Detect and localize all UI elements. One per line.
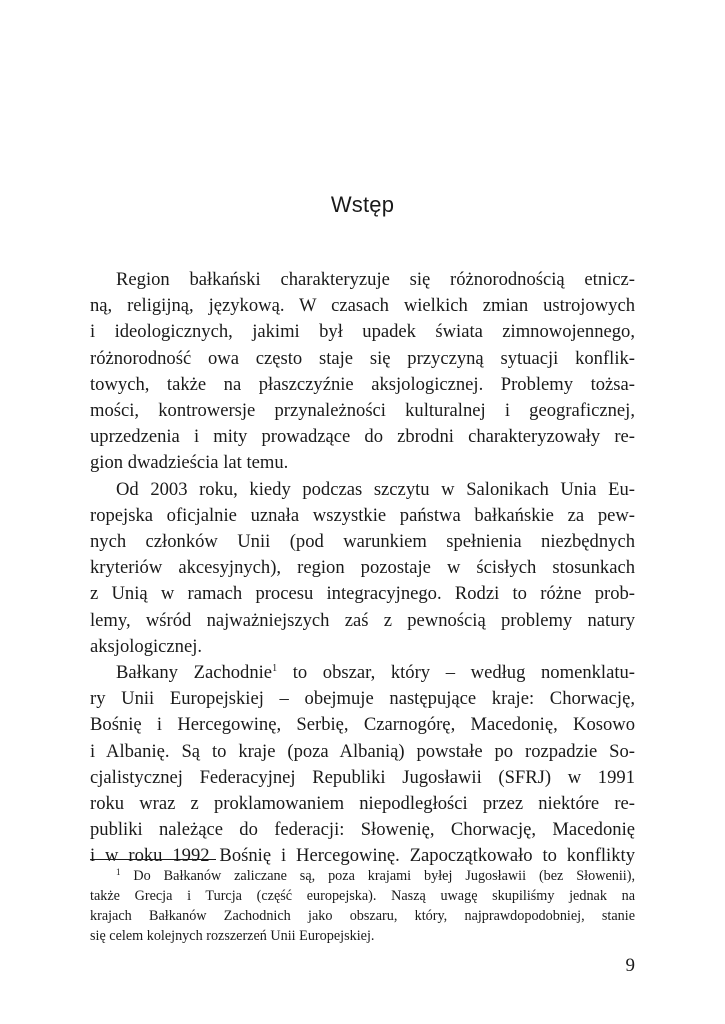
text-line — [90, 660, 635, 686]
text-line: i Albanię. Są to kraje (poza Albanią) powstałe po rozpadzie So- — [90, 740, 635, 762]
text-line: Bośnię i Hercegowinę, Serbię, Czarnogórę, Macedonię, Kosowo — [90, 714, 635, 736]
footnote-text: Do Bałkanów zaliczane są, poza krajami byłej Jugosławii (bez Słowenii), — [120, 868, 635, 884]
paragraph-1 — [90, 267, 635, 477]
text-line: roku wraz z proklamowaniem niepodległości przez niektóre re- — [90, 793, 635, 815]
footnote-line: także Grecja i Turcja (część europejska). Naszą uwagę skupiliśmy jednak na — [90, 888, 635, 904]
paragraph-2 — [90, 477, 635, 660]
text-line: kryteriów akcesyjnych), region pozostaje w ścisłych stosunkach — [90, 557, 635, 579]
text-line: ropejska oficjalnie uznała wszystkie państwa bałkańskie za pew- — [90, 504, 635, 526]
text-line: aksjologicznej. — [90, 635, 203, 657]
chapter-title: Wstęp — [330, 192, 395, 217]
footnote-mark: 1 — [116, 867, 121, 877]
text-line: ną, religijną, językową. W czasach wielkich zmian ustrojowych — [90, 295, 635, 317]
footnote-reference[interactable]: 1 — [272, 663, 278, 675]
text-line: gion dwadzieścia lat temu. — [90, 452, 289, 474]
text-line: różnorodność owa często staje się przyczyną sytuacji konflik- — [90, 347, 635, 369]
text-line: uprzedzenia i mity prowadzące do zbrodni charakteryzowały re- — [90, 426, 635, 448]
footnote-line: krajach Bałkanów Zachodnich jako obszaru, który, najprawdopodobniej, stanie — [90, 908, 635, 924]
text-line: lemy, wśród najważniejszych zaś z pewnością problemy natury — [90, 609, 635, 631]
footnote-line — [90, 866, 635, 886]
text-line: cjalistycznej Federacyjnej Republiki Jugosławii (SFRJ) w 1991 — [90, 766, 635, 788]
text-line: publiki należące do federacji: Słowenię, Chorwację, Macedonię — [90, 819, 635, 841]
text-line: nych członków Unii (pod warunkiem spełnienia niezbędnych — [90, 531, 635, 553]
footnote-divider — [90, 859, 216, 860]
footnote — [90, 866, 635, 946]
main-text — [90, 267, 635, 870]
text-line: mości, kontrowersje przynależności kulturalnej i geograficznej, — [90, 400, 635, 422]
page-number: 9 — [625, 955, 635, 976]
text-line: towych, także na płaszczyźnie aksjologicznej. Problemy tożsa- — [90, 373, 635, 395]
text-line: Region bałkański charakteryzuje się różnorodnością etnicz- — [116, 269, 635, 290]
text-line: z Unią w ramach procesu integracyjnego. Rodzi to różne prob- — [90, 583, 635, 605]
text-fragment: Bałkany Zachodnie — [116, 662, 273, 684]
text-fragment: to obszar, który – według nomenklatu- — [277, 662, 635, 684]
text-line: i ideologicznych, jakimi był upadek świata zimnowojennego, — [90, 321, 635, 343]
footnote-line: się celem kolejnych rozszerzeń Unii Europejskiej. — [90, 928, 375, 944]
paragraph-3 — [90, 660, 635, 870]
text-line: ry Unii Europejskiej – obejmuje następujące kraje: Chorwację, — [90, 688, 635, 710]
text-line: Od 2003 roku, kiedy podczas szczytu w Salonikach Unia Eu- — [116, 478, 635, 500]
text-line: i w roku 1992 Bośnię i Hercegowinę. Zapoczątkowało to konflikty — [90, 845, 635, 867]
